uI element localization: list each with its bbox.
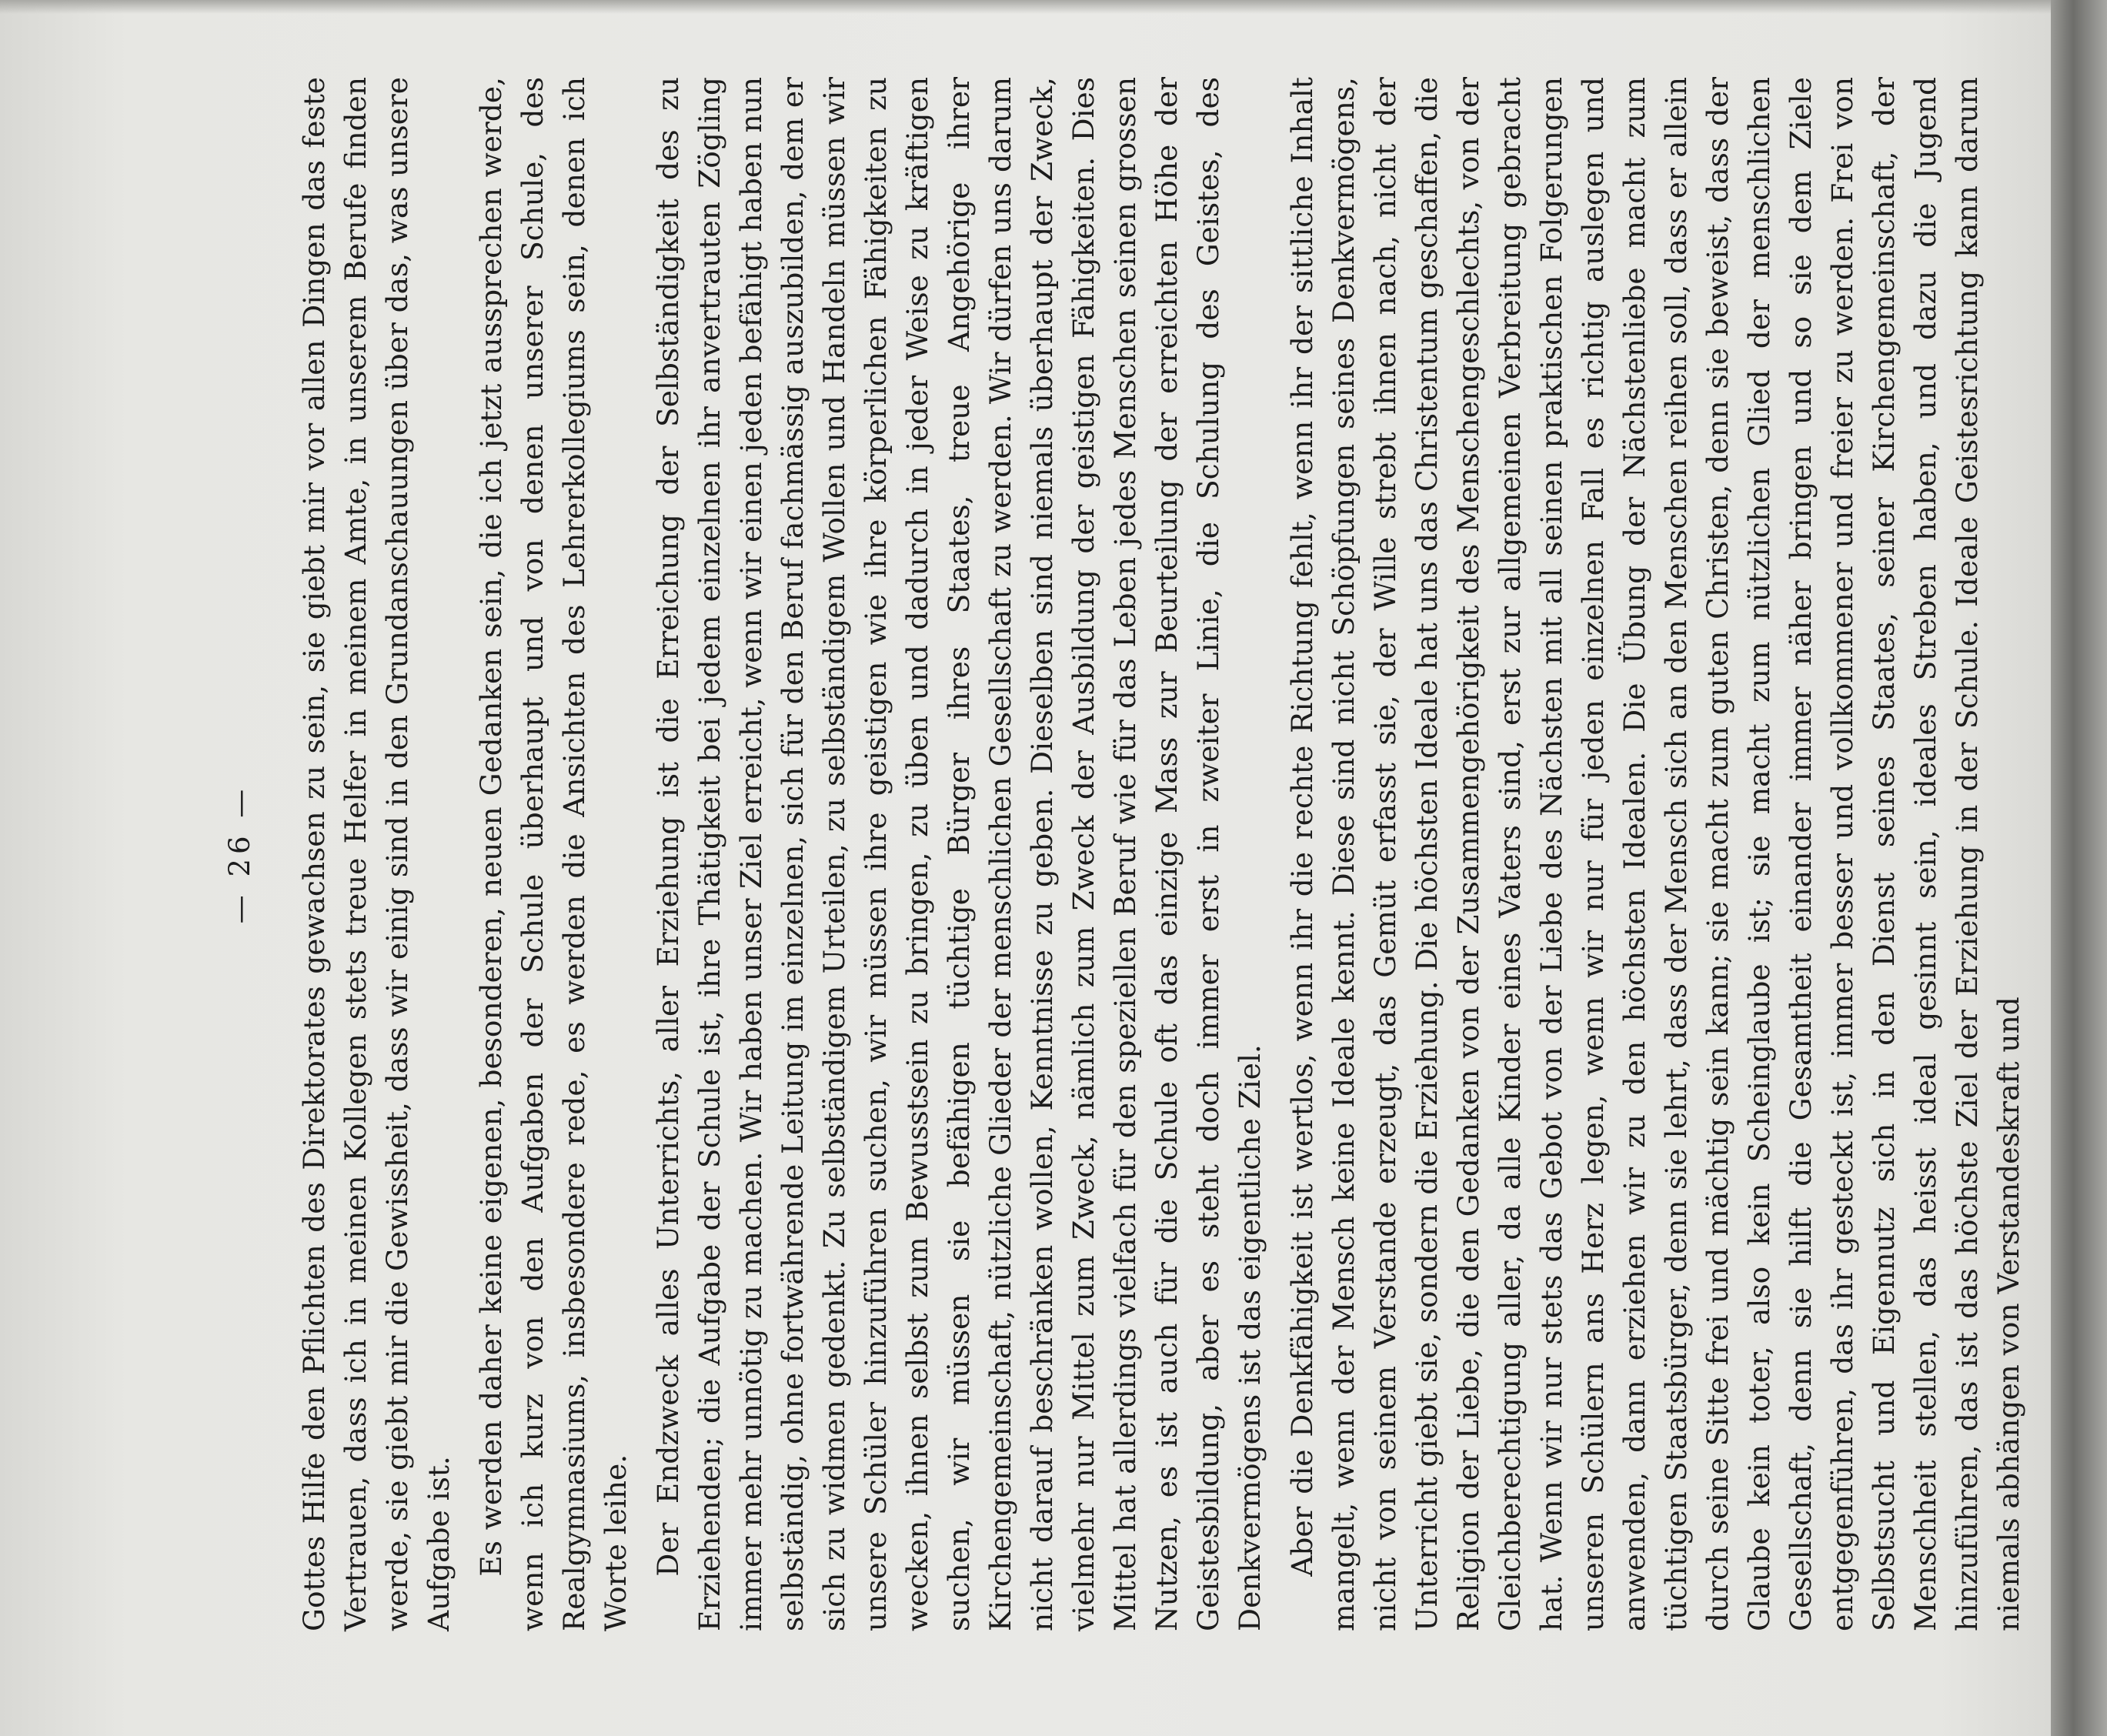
paragraph-4: Aber die Denkfähigkeit ist wertlos, wenn ihr die rechte Richtung fehlt, wenn ihr der sittliche Inhalt mangelt, wenn der Mensch keine Ideale kennt. Diese sind nicht Schöpfungen seines Denkvermögens, nicht von seinem Verstande erzeugt, das Gemüt erfasst sie, der Wille strebt ihnen nach, nicht der Unterricht giebt sie, sondern die Erziehung. Die höchsten Ideale hat uns das Christentum geschaffen, die Religion der Liebe, die den Gedanken von der Zusammengehörigkeit des Menschengeschlechts, von der Gleichberechtigung aller, da alle Kinder eines Vaters sind, erst zur allgemeinen Verbreitung gebracht hat. Wenn wir nur stets das Gebot von der Liebe des Nächsten mit all seinen praktischen Folgerungen unseren Schülern ans Herz legen, wenn wir nur für jeden einzelnen Fall es richtig auslegen und anwenden, dann erziehen wir zu den höchsten Idealen. Die Übung der Nächstenliebe macht zum tüchtigen Staatsbürger, denn sie lehrt, dass der Mensch sich an den Menschen reihen soll, dass er allein durch seine Sitte frei und mächtig sein kann; sie macht zum guten Christen, denn sie beweist, dass der Glaube kein toter, also kein Scheinglaube ist; sie macht zum nützlichen Glied der menschlichen Gesellschaft, denn sie hilft die Gesamtheit einander immer näher bringen und so sie dem Ziele entgegenführen, das ihr gesteckt ist, immer besser und vollkommener und freier zu werden. Frei von Selbstsucht und Eigennutz sich in den Dienst seines Staates, seiner Kirchengemeinschaft, der Menschheit stellen, das heisst ideal gesinnt sein, ideales Streben haben, und dazu die Jugend hinzuführen, das ist das höchste Ziel der Erziehung in der Schule. Ideale Geistesrichtung kann darum niemals abhängen von Verstandeskraft und	[1285, 77, 2025, 1631]
paragraph-3: Der Endzweck alles Unterrichts, aller Erziehung ist die Erreichung der Selbständigkeit des zu Erziehenden; die Aufgabe der Schule ist, ihre Thätigkeit bei jedem einzelnen ihr anvertrauten Zögling immer mehr unnötig zu machen. Wir haben unser Ziel erreicht, wenn wir einen jeden befähigt haben nun selbständig, ohne fortwährende Leitung im einzelnen, sich für den Beruf fachmässig auszubilden, dem er sich zu widmen gedenkt. Zu selbständigem Urteilen, zu selbständigem Wollen und Handeln müssen wir unsere Schüler hinzuführen suchen, wir müssen ihre geistigen wie ihre körperlichen Fähigkeiten zu wecken, ihnen selbst zum Bewusstsein zu bringen, zu üben und dadurch in jeder Weise zu kräftigen suchen, wir müssen sie befähigen tüchtige Bürger ihres Staates, treue Angehörige ihrer Kirchengemeinschaft, nützliche Glieder der menschlichen Gesellschaft zu werden. Wir dürfen uns darum nicht darauf beschränken wollen, Kenntnisse zu geben. Dieselben sind niemals überhaupt der Zweck, vielmehr nur Mittel zum Zweck, nämlich zum Zweck der Ausbildung der geistigen Fähigkeiten. Dies Mittel hat allerdings vielfach für den speziellen Beruf wie für das Leben jedes Menschen seinen grossen Nutzen, es ist auch für die Schule oft das einzige Mass zur Beurteilung der erreichten Höhe der Geistesbildung, aber es steht doch immer erst in zweiter Linie, die Schulung des Geistes, des Denkvermögens ist das eigentliche Ziel.	[651, 77, 1267, 1631]
scan-top-shadow	[0, 0, 2107, 14]
paragraph-2: Es werden daher keine eigenen, besonderen, neuen Gedanken sein, die ich jetzt aussprechen werde, wenn ich kurz von den Aufgaben der Schule überhaupt und von denen unserer Schule, des Realgymnasiums, insbesondere rede, es werden die Ansichten des Lehrerkollegiums sein, denen ich Worte leihe.	[474, 77, 633, 1631]
rotated-text-block	[223, 77, 2025, 1631]
page-number: — 26 —	[223, 784, 256, 924]
paragraph-1: Gottes Hilfe den Pflichten des Direktorates gewachsen zu sein, sie giebt mir vor allen Dingen das feste Vertrauen, dass ich in meinen Kollegen stets treue Helfer in meinem Amte, in unserem Berufe finden werde, sie giebt mir die Gewissheit, dass wir einig sind in den Grundanschauungen über das, was unsere Aufgabe ist.	[297, 77, 456, 1631]
book-page-edge	[2051, 0, 2107, 1736]
